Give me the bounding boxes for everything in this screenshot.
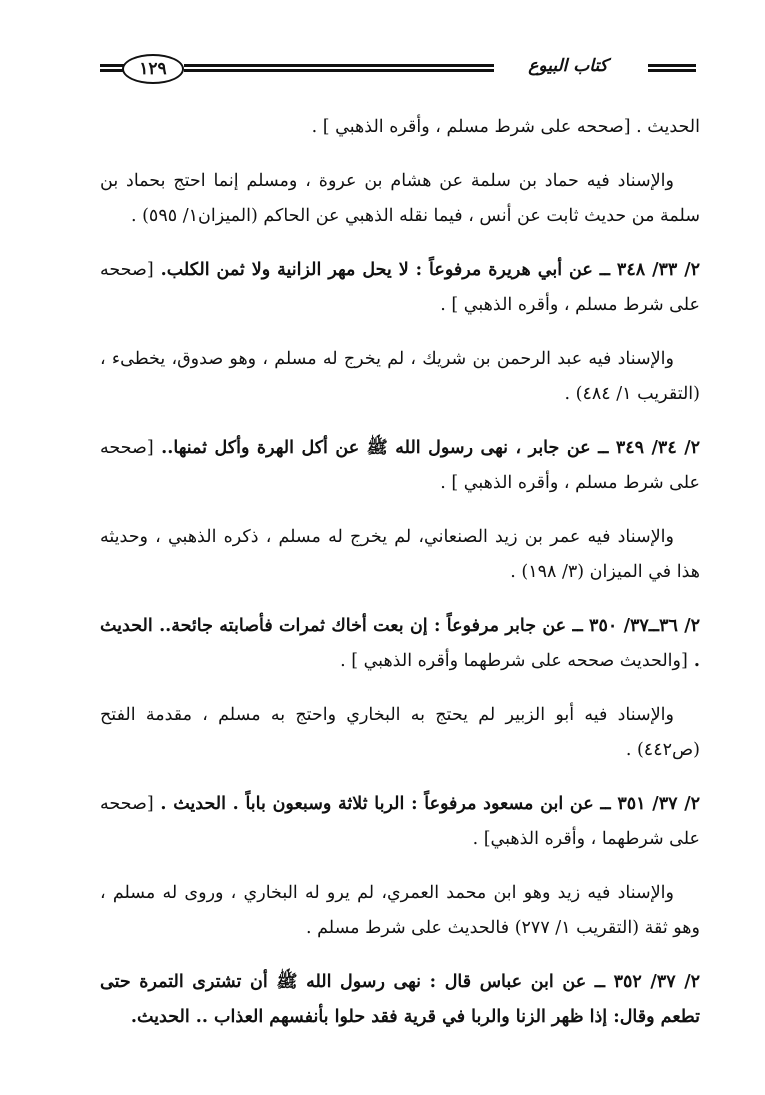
isnad-note: والإسناد فيه عبد الرحمن بن شريك ، لم يخرج له مسلم ، وهو صدوق، يخطىء ، (التقريب ١/ ٤٨٤) .	[100, 349, 700, 404]
book-title: كتاب البيوع	[528, 56, 608, 76]
hadith-text: ٢/ ٣٤/ ٣٤٩ ــ عن جابر ، نهى رسول الله ﷺ عن أكل الهرة وأكل ثمنها..	[161, 438, 701, 458]
isnad-note: والإسناد فيه زيد وهو ابن محمد العمري، لم يرو له البخاري ، وروى له مسلم ، وهو ثقة (التقريب ١/ ٢٧٧) فالحديث على شرط مسلم .	[100, 883, 700, 938]
page-body	[100, 110, 700, 1054]
hadith-entry	[100, 253, 700, 323]
grading-paragraph: الحديث . [صححه على شرط مسلم ، وأقره الذهبي ] .	[311, 117, 700, 137]
hadith-grading: [صححه على شرطهما ، وأقره الذهبي] .	[100, 794, 700, 849]
header-rule	[184, 64, 494, 67]
isnad-note: والإسناد فيه حماد بن سلمة عن هشام بن عروة ، ومسلم إنما احتج بحماد بن سلمة من حديث ثابت عن أنس ، فيما نقله الذهبي عن الحاكم (الميزان١/ ٥٩٥) .	[100, 171, 700, 226]
hadith-text: ٢/ ٣٧/ ٣٥١ ــ عن ابن مسعود مرفوعاً : الربا ثلاثة وسبعون باباً . الحديث .	[160, 794, 701, 814]
isnad-note: والإسناد فيه أبو الزبير لم يحتج به البخاري واحتج به مسلم ، مقدمة الفتح (ص٤٤٢) .	[100, 705, 700, 760]
page-number: ١٢٩	[139, 58, 167, 79]
hadith-text: ٢/ ٣٣/ ٣٤٨ ــ عن أبي هريرة مرفوعاً : لا يحل مهر الزانية ولا ثمن الكلب.	[160, 260, 701, 280]
page-header	[100, 50, 700, 92]
header-rule	[184, 69, 494, 72]
header-rule	[648, 64, 696, 67]
hadith-grading: [صححه على شرط مسلم ، وأقره الذهبي ] .	[100, 260, 700, 315]
isnad-note: والإسناد فيه عمر بن زيد الصنعاني، لم يخرج له مسلم ، ذكره الذهبي ، وحديثه هذا في الميزان (٣/ ١٩٨) .	[100, 527, 700, 582]
hadith-entry	[100, 431, 700, 501]
hadith-entry	[100, 965, 700, 1035]
hadith-entry	[100, 787, 700, 857]
hadith-grading: [والحديث صححه على شرطهما وأقره الذهبي ] .	[340, 651, 688, 671]
header-rule	[648, 69, 696, 72]
hadith-text: ٢/ ٣٧/ ٣٥٢ ــ عن ابن عباس قال : نهى رسول الله ﷺ أن تشترى التمرة حتى تطعم وقال: إذا ظهر الزنا والربا في قرية فقد حلوا بأنفسهم العذاب .. الحديث.	[100, 972, 701, 1027]
hadith-grading: [صححه على شرط مسلم ، وأقره الذهبي ] .	[100, 438, 700, 493]
hadith-entry	[100, 609, 700, 679]
hadith-text: ٢/ ٣٦ــ٣٧/ ٣٥٠ ــ عن جابر مرفوعاً : إن بعت أخاك ثمرات فأصابته جائحة.. الحديث .	[100, 616, 701, 671]
page-number-badge	[122, 54, 184, 84]
